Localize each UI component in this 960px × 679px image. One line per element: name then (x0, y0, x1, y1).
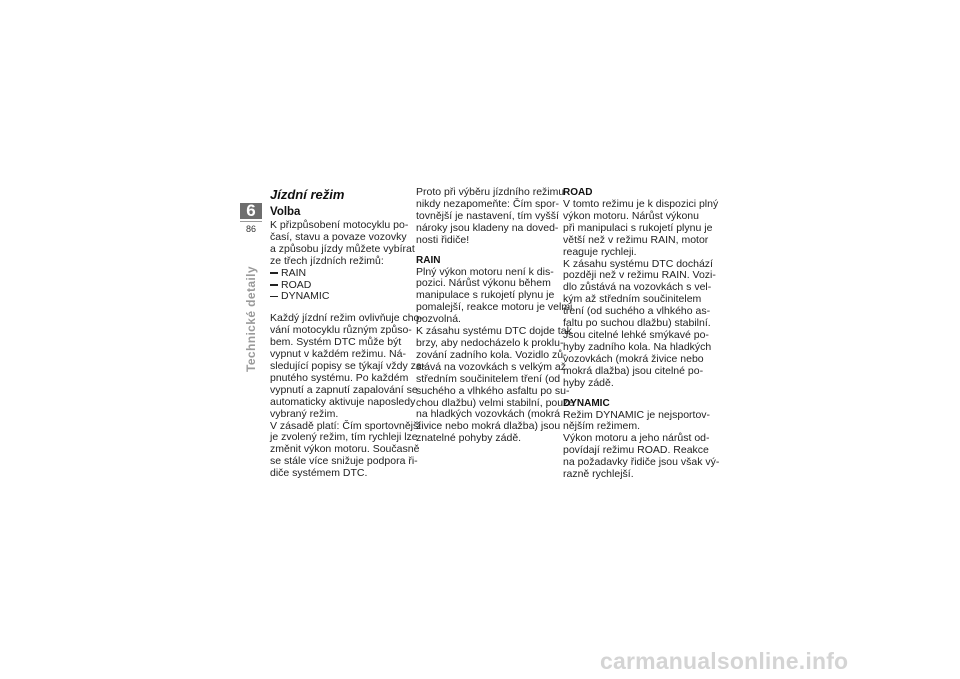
paragraph-line: faltu po suchou dlažbu) stabilní. (563, 317, 711, 330)
paragraph-line: automaticky aktivuje naposledy (270, 395, 416, 408)
text-column-2 (416, 186, 575, 445)
paragraph-line: vozovkách (mokrá živice nebo (563, 352, 704, 365)
paragraph-line: pozici. Nárůst výkonu během (416, 277, 551, 290)
paragraph-line: vybraný režim. (270, 407, 339, 420)
paragraph-line: bem. Systém DTC může být (270, 336, 402, 349)
paragraph-line: sledující popisy se týkají vždy za- (270, 359, 426, 372)
mode-list-item: RAIN (270, 268, 410, 280)
paragraph-line: mokrá dlažba) jsou citelné po- (563, 364, 704, 377)
road-mode-heading: ROAD (563, 187, 593, 198)
paragraph-line: povídají režimu ROAD. Reakce (563, 444, 709, 457)
paragraph-line: K přizpůsobení motocyklu po- (270, 219, 409, 231)
paragraph-line: Jsou citelné lehké smýkavé po- (563, 328, 709, 341)
text-column-3 (563, 187, 720, 481)
site-watermark: carmanualsonline.info (600, 648, 849, 674)
chapter-side-label: Technické detaily (244, 266, 258, 372)
paragraph-line: K zásahu systému DTC dojde tak (416, 325, 572, 338)
paragraph-line: pozvolná. (416, 313, 461, 326)
paragraph-line: V tomto režimu je k dispozici plný (563, 198, 719, 210)
paragraph-line: pomalejší, reakce motoru je velmi (416, 301, 573, 314)
paragraph-line: diče systémem DTC. (270, 467, 368, 480)
paragraph-line: změnit výkon motoru. Současně (270, 443, 420, 456)
paragraph-line: Režim DYNAMIC je nejsportov- (563, 408, 711, 421)
paragraph-line: nikdy nezapomeňte: Čím spor- (416, 197, 559, 210)
paragraph-line: hyby zádě. (563, 376, 614, 389)
paragraph-line: znatelné pohyby zádě. (416, 432, 522, 445)
paragraph-line: Proto při výběru jízdního režimu (416, 186, 565, 198)
paragraph-line: suchého a vlhkého asfaltu po su- (416, 384, 570, 397)
paragraph-line: tovnější je nastavení, tím vyšší (416, 209, 559, 222)
paragraph-line: nároky jsou kladeny na doved- (416, 221, 559, 234)
section-heading: Jízdní režim (270, 187, 345, 202)
chapter-divider (240, 221, 262, 222)
paragraph-line: na hladkých vozovkách (mokrá (416, 408, 561, 421)
rain-mode-heading: RAIN (416, 254, 441, 266)
paragraph-line: pnutého systému. Po každém (270, 371, 409, 384)
paragraph-line: Výkon motoru a jeho nárůst od- (563, 432, 710, 445)
paragraph-line: větší než v režimu RAIN, motor (563, 233, 709, 246)
page-number: 86 (245, 224, 256, 234)
paragraph-line: ze třech jízdních režimů: (270, 254, 384, 267)
dynamic-mode-heading: DYNAMIC (563, 397, 610, 409)
paragraph-line: nějším režimem. (563, 420, 641, 433)
paragraph-line: chou dlažbu) velmi stabilní, pouze (416, 396, 575, 409)
paragraph-line: brzy, aby nedocházelo k proklu- (416, 336, 564, 349)
paragraph-line: při manipulaci s rukojetí plynu je (563, 221, 713, 234)
paragraph-line: vání motocyklu různým způso- (270, 324, 412, 337)
paragraph-line: časí, stavu a povaze vozovky (270, 230, 407, 243)
paragraph-line: později než v režimu RAIN. Vozi- (563, 269, 716, 282)
paragraph-line: stává na vozovkách s velkým až (416, 360, 566, 373)
paragraph-line: reaguje rychleji. (563, 245, 637, 258)
paragraph-line: vypnutí a zapnutí zapalování se (270, 383, 418, 396)
text-column-1 (270, 187, 426, 480)
paragraph-line: hyby zadního kola. Na hladkých (563, 340, 712, 353)
paragraph-line: kým až středním součinitelem (563, 293, 702, 306)
paragraph-line: se stále více snižuje podpora ři- (270, 455, 418, 468)
paragraph-line: zování zadního kola. Vozidlo zů- (416, 348, 567, 361)
paragraph-line: středním součinitelem tření (od (416, 372, 561, 385)
paragraph-line: nosti řidiče! (416, 233, 470, 246)
paragraph-line: Každý jízdní režim ovlivňuje cho- (270, 312, 423, 325)
paragraph-line: vypnut v každém režimu. Ná- (270, 348, 406, 361)
mode-list-item: DYNAMIC (270, 291, 410, 303)
paragraph-line: V zásadě platí: Čím sportovnější (270, 419, 422, 432)
subsection-heading: Volba (270, 206, 301, 218)
paragraph-line: na požadavky řidiče jsou však vý- (563, 456, 720, 469)
paragraph-line: a způsobu jízdy můžete vybírat (270, 242, 415, 255)
paragraph-line: dlo zůstává na vozovkách s vel- (563, 281, 712, 294)
paragraph-line: živice nebo mokrá dlažba) jsou (416, 420, 561, 433)
paragraph-line: K zásahu systému DTC dochází (563, 257, 713, 270)
paragraph-line: tření (od suchého a vlhkého as- (563, 305, 711, 318)
paragraph-line: Plný výkon motoru není k dis- (416, 265, 554, 278)
paragraph-line: je zvolený režim, tím rychleji lze (270, 431, 418, 444)
mode-list-item: ROAD (270, 280, 410, 292)
paragraph-line: výkon motoru. Nárůst výkonu (563, 209, 699, 222)
chapter-number-badge: 6 (240, 203, 262, 219)
paragraph-line: manipulace s rukojetí plynu je (416, 289, 555, 302)
paragraph-line: razně rychlejší. (563, 468, 634, 481)
